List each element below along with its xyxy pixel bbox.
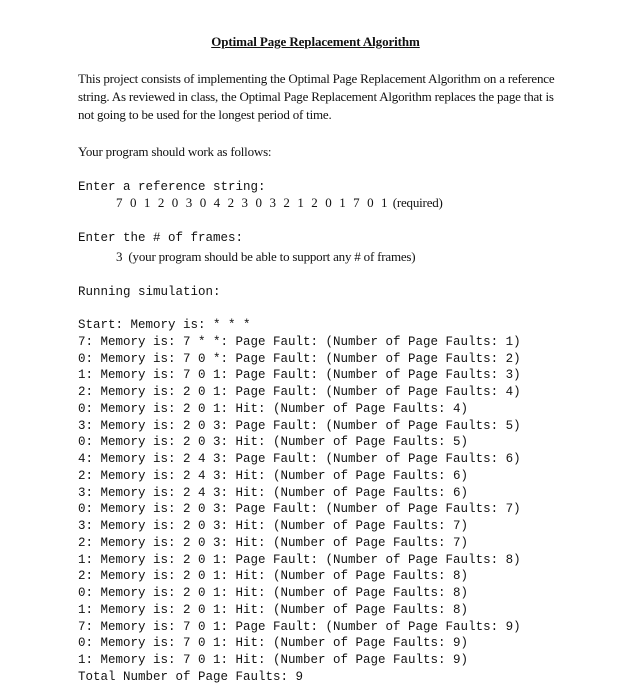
frames-input-line bbox=[116, 248, 415, 266]
frames-prompt: Enter the # of frames: bbox=[78, 231, 244, 245]
simulation-line: 2: Memory is: 2 0 3: Hit: (Number of Page Faults: 7) bbox=[78, 535, 469, 550]
instructions-heading: Your program should work as follows: bbox=[78, 144, 272, 159]
intro-paragraph: This project consists of implementing the Optimal Page Replacement Algorithm on a reference string. As reviewed in class, the Optimal Page Replacement Algorithm replaces the page that is not going to be used for the longest period of time. bbox=[78, 71, 555, 122]
simulation-line: 0: Memory is: 2 0 3: Hit: (Number of Page Faults: 5) bbox=[78, 435, 469, 450]
simulation-line: 4: Memory is: 2 4 3: Page Fault: (Number of Page Faults: 6) bbox=[78, 452, 521, 466]
simulation-line: 0: Memory is: 2 0 3: Page Fault: (Number of Page Faults: 7) bbox=[78, 502, 521, 517]
frames-value: 3 bbox=[116, 249, 123, 264]
simulation-line: 2: Memory is: 2 0 1: Hit: (Number of Page Faults: 8) bbox=[78, 569, 469, 584]
simulation-line: 1: Memory is: 2 0 1: Page Fault: (Number of Page Faults: 8) bbox=[78, 552, 521, 567]
simulation-line: 0: Memory is: 7 0 *: Page Fault: (Number of Page Faults: 2) bbox=[78, 351, 521, 366]
reference-required-note: (required) bbox=[392, 195, 443, 210]
simulation-line: 1: Memory is: 2 0 1: Hit: (Number of Page Faults: 8) bbox=[78, 602, 469, 617]
simulation-line: 7: Memory is: 7 0 1: Page Fault: (Number of Page Faults: 9) bbox=[78, 619, 521, 634]
frames-note: (your program should be able to support any # of frames) bbox=[128, 249, 416, 264]
reference-string-value: 7 0 1 2 0 3 0 4 2 3 0 3 2 1 2 0 1 7 0 1 bbox=[116, 195, 390, 210]
document-title: Optimal Page Replacement Algorithm bbox=[211, 34, 420, 49]
simulation-line: Start: Memory is: * * * bbox=[78, 318, 251, 332]
reference-input-line bbox=[116, 194, 443, 212]
simulation-line: 0: Memory is: 2 0 1: Hit: (Number of Page Faults: 8) bbox=[78, 586, 469, 600]
simulation-line: 3: Memory is: 2 4 3: Hit: (Number of Page Faults: 6) bbox=[78, 485, 469, 500]
simulation-line: 0: Memory is: 2 0 1: Hit: (Number of Page Faults: 4) bbox=[78, 401, 469, 416]
simulation-line: 2: Memory is: 2 0 1: Page Fault: (Number of Page Faults: 4) bbox=[78, 385, 521, 399]
simulation-line: 0: Memory is: 7 0 1: Hit: (Number of Page Faults: 9) bbox=[78, 636, 469, 651]
total-page-faults-line: Total Number of Page Faults: 9 bbox=[78, 669, 304, 684]
simulation-output bbox=[78, 317, 521, 686]
simulation-line: 1: Memory is: 7 0 1: Page Fault: (Number of Page Faults: 3) bbox=[78, 368, 521, 383]
reference-prompt: Enter a reference string: bbox=[78, 180, 266, 194]
running-simulation-label: Running simulation: bbox=[78, 285, 221, 299]
simulation-line: 3: Memory is: 2 0 3: Hit: (Number of Page Faults: 7) bbox=[78, 519, 469, 533]
simulation-line: 7: Memory is: 7 * *: Page Fault: (Number of Page Faults: 1) bbox=[78, 334, 521, 349]
simulation-line: 3: Memory is: 2 0 3: Page Fault: (Number of Page Faults: 5) bbox=[78, 418, 521, 433]
simulation-line: 2: Memory is: 2 4 3: Hit: (Number of Page Faults: 6) bbox=[78, 468, 469, 483]
simulation-line: 1: Memory is: 7 0 1: Hit: (Number of Page Faults: 9) bbox=[78, 653, 469, 667]
